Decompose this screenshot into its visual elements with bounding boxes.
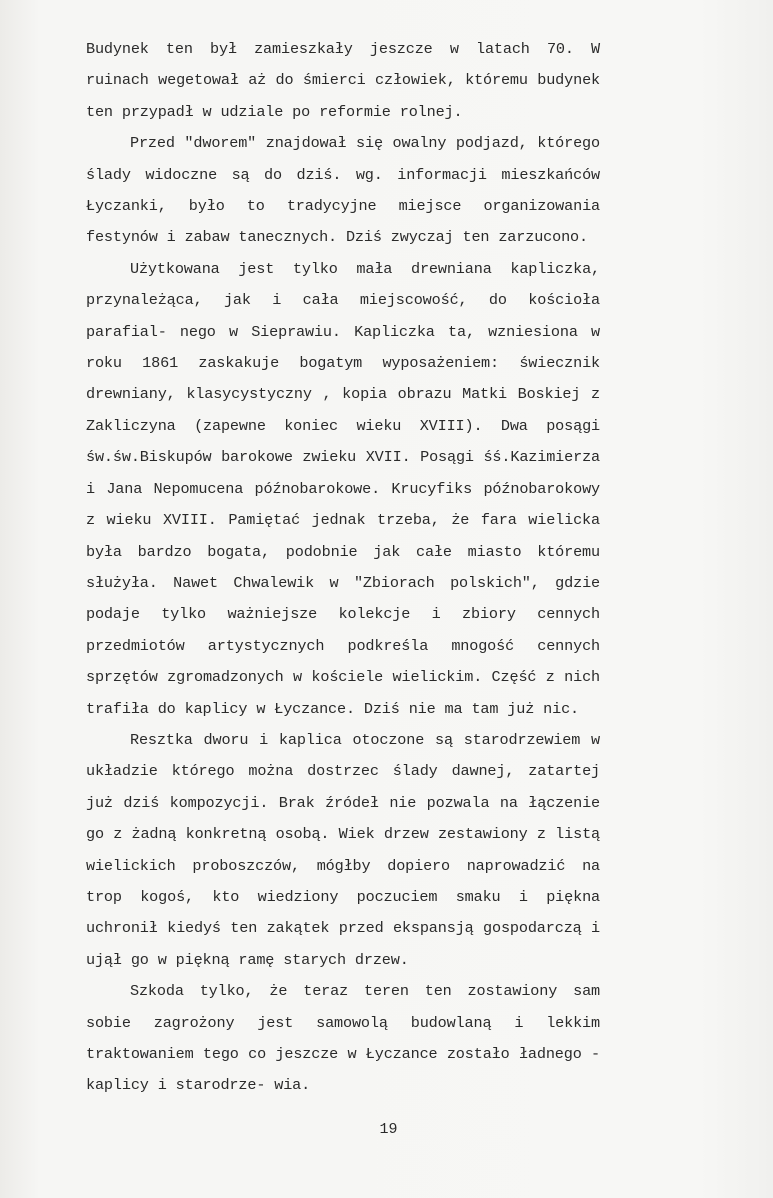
paragraph-3: Użytkowana jest tylko mała drewniana kapliczka, przynależąca, jak i cała miejscowość, do kościoła parafial- nego w Sieprawiu. Kapliczka ta, wzniesiona w roku 1861 zaskakuje bogatym wyposażeniem: świecznik drewniany, klasycystyczny , kopia obrazu Matki Boskiej z Zakliczyna (zapewne koniec wieku XVIII). Dwa posągi św.św.Biskupów barokowe zwieku XVII. Posągi śś.Kazimierza i Jana Nepomucena późnobarokowe. Krucyfiks późnobarokowy z wieku XVIII. Pamiętać jednak trzeba, że fara wielicka była bardzo bogata, podobnie jak całe miasto któremu służyła. Nawet Chwalewik w "Zbiorach polskich", gdzie podaje tylko ważniejsze kolekcje i zbiory cennych przedmiotów artystycznych podkreśla mnogość cennych sprzętów zgromadzonych w kościele wielickim. Część z nich trafiła do kaplicy w Łyczance. Dziś nie ma tam już nic. [86,259,600,718]
paragraph-4: Resztka dworu i kaplica otoczone są starodrzewiem w układzie którego można dostrzec ślady dawnej, zatartej już dziś kompozycji. Brak źródeł nie pozwala na łączenie go z żadną konkretną osobą. Wiek drzew zestawiony z listą wielickich proboszczów, mógłby dopiero naprowadzić na trop kogoś, kto wiedziony poczuciem smaku i piękna uchronił kiedyś ten zakątek przed ekspansją gospodarczą i ujął go w piękną ramę starych drzew. [86,730,600,969]
paragraph-5: Szkoda tylko, że teraz teren ten zostawiony sam sobie zagrożony jest samowolą budowlaną i lekkim traktowaniem tego co jeszcze w Łyczance zostało ładnego - kaplicy i starodrze- wia. [86,982,600,1095]
page-number: 19 [379,1121,398,1138]
body-text [86,34,600,1102]
paragraph-1: Budynek ten był zamieszkały jeszcze w latach 70. W ruinach wegetował aż do śmierci człowiek, któremu budynek ten przypadł w udziale po reformie rolnej. [86,40,600,121]
paragraph-2: Przed "dworem" znajdował się owalny podjazd, którego ślady widoczne są do dziś. wg. informacji mieszkańców Łyczanki, było to tradycyjne miejsce organizowania festynów i zabaw tanecznych. Dziś zwyczaj ten zarzucono. [86,134,600,247]
